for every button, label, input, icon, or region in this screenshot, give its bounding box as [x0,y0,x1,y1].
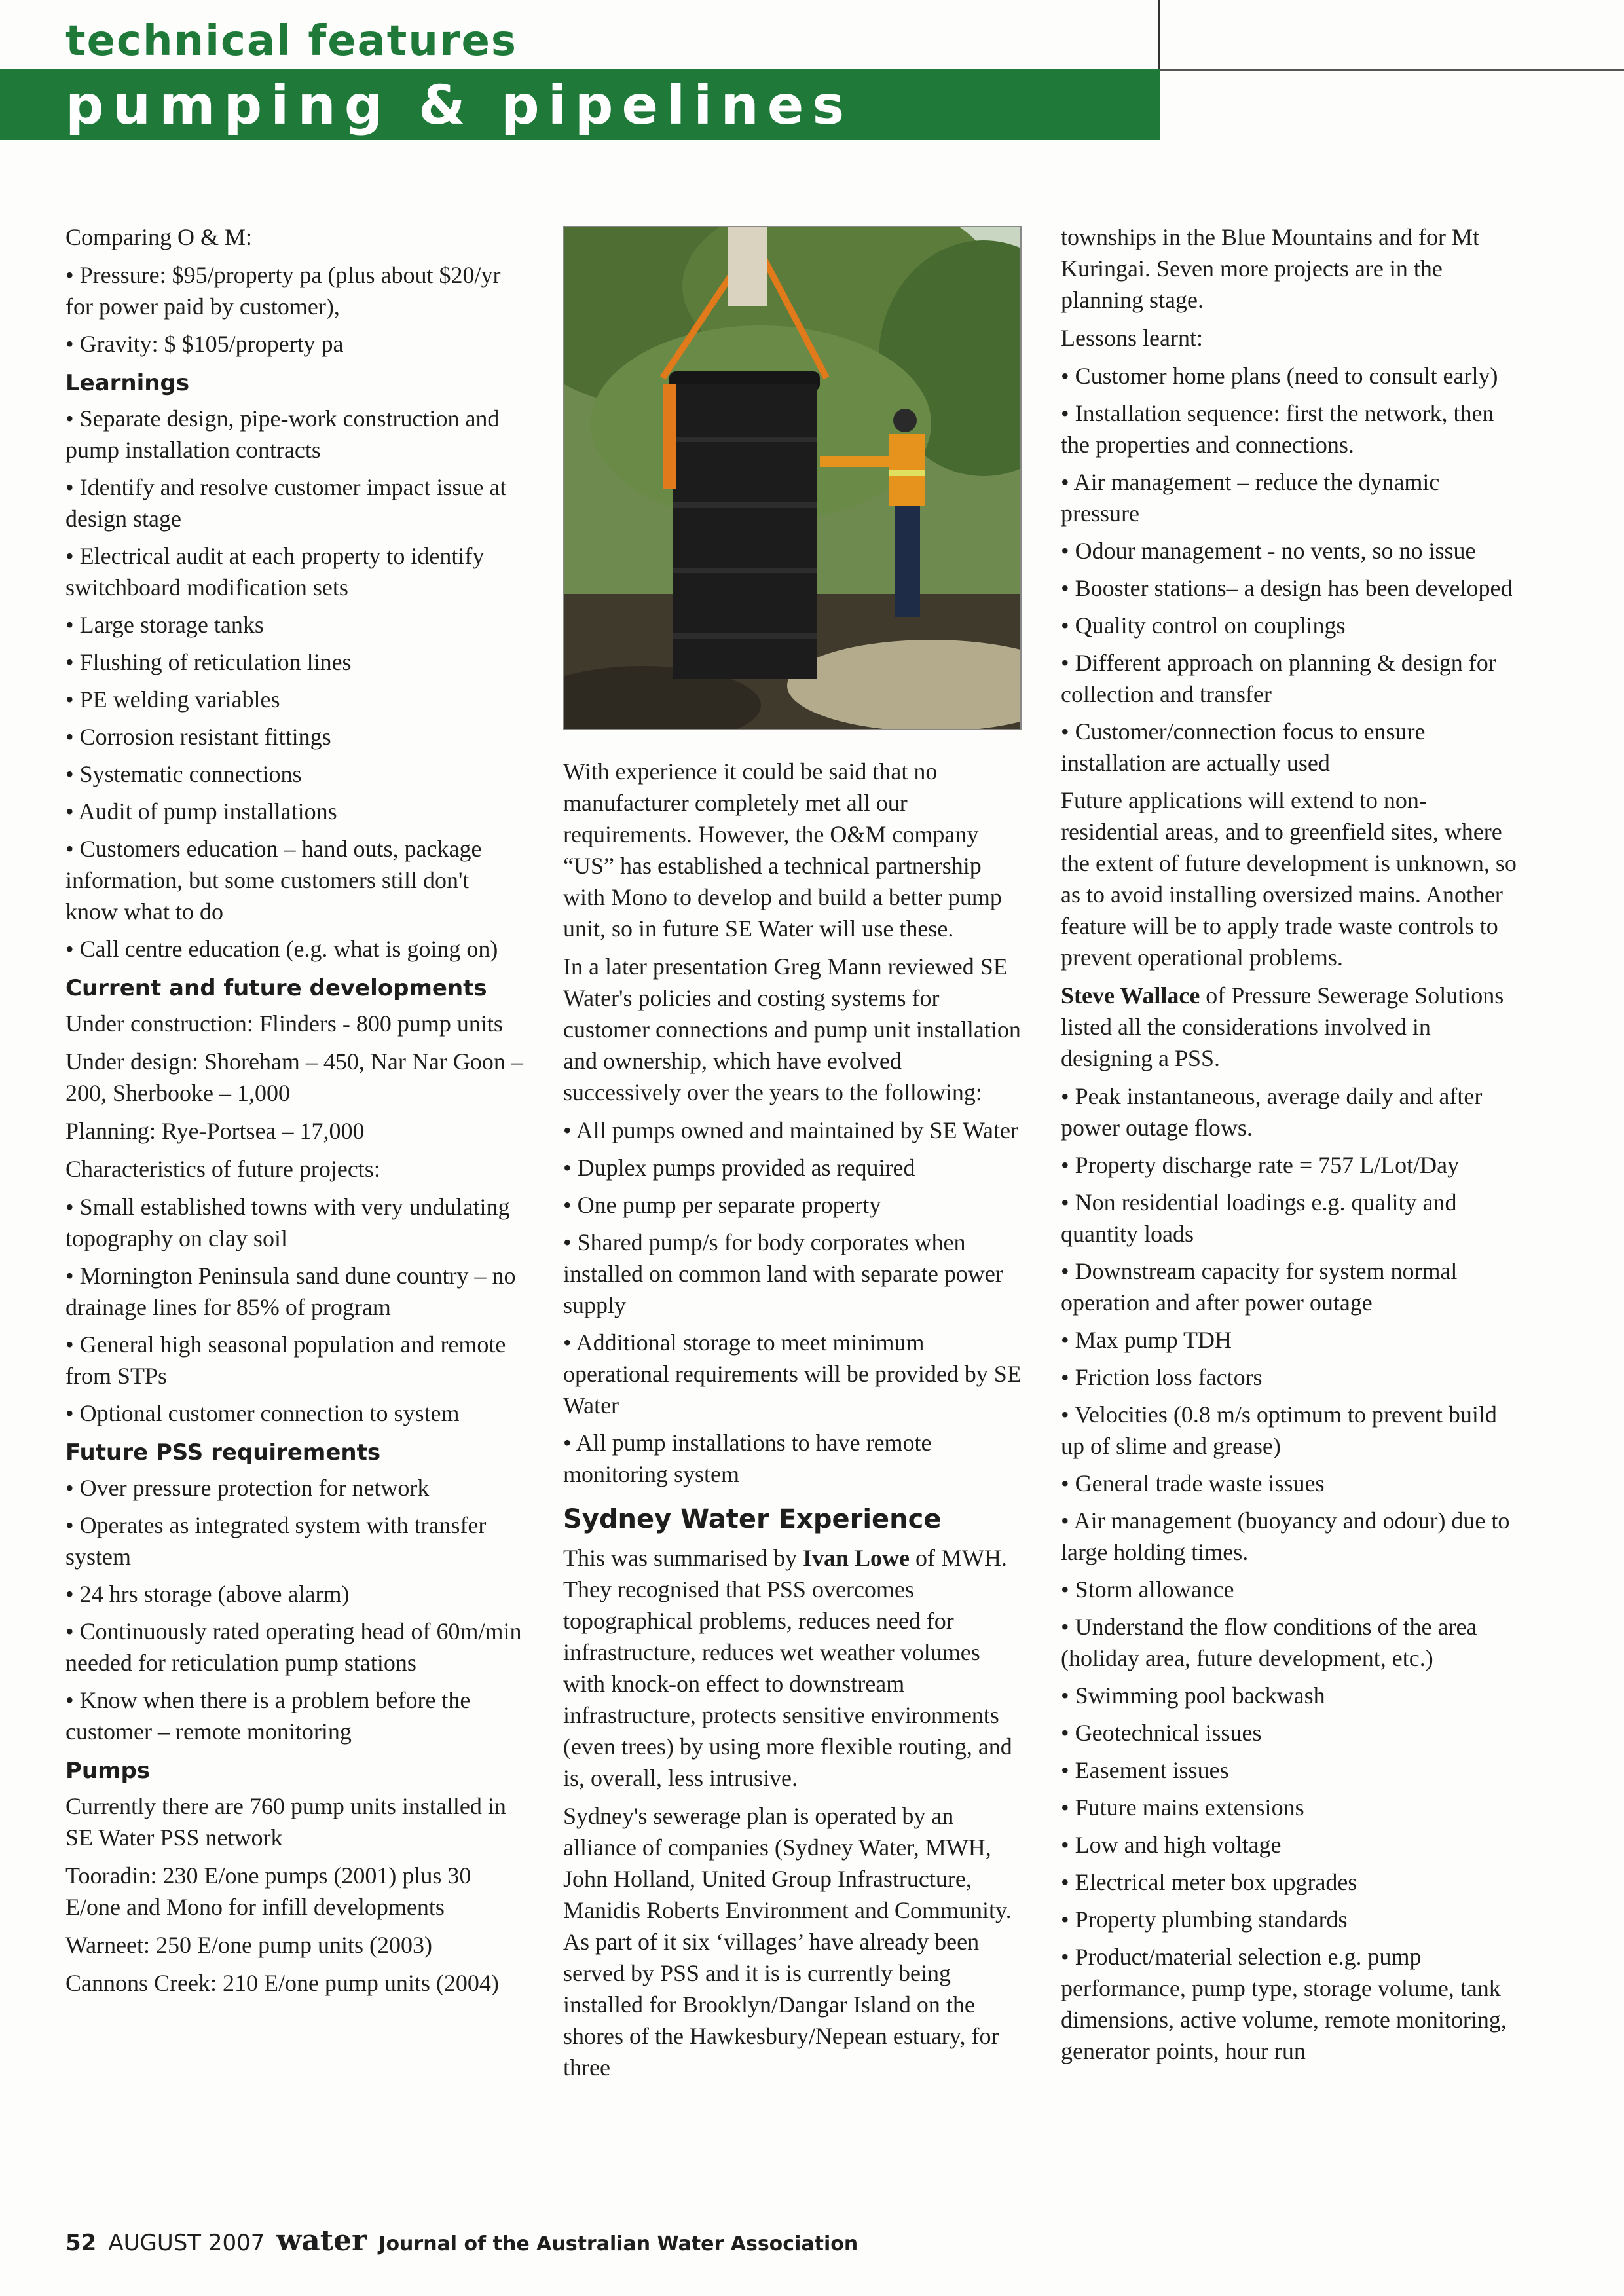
bullet-item: • Max pump TDH [1061,1324,1519,1356]
paragraph: In a later presentation Greg Mann reviewed SE Water's policies and costing systems for customer connections and pump unit installation and ownership, which have evolved successively over the years to the following: [563,954,1021,1105]
bullet-item: • PE welding variables [65,684,524,715]
section-heading: Future PSS requirements [65,1439,381,1466]
person-name: Steve Wallace [1061,982,1200,1009]
section-heading: Sydney Water Experience [563,1504,942,1534]
bullet-item: • All pumps owned and maintained by SE Water [563,1115,1022,1146]
section-heading: Learnings [65,370,190,396]
bullet-item: • Operates as integrated system with transfer system [65,1509,524,1572]
bullet-item: • Peak instantaneous, average daily and after power outage flows. [1061,1081,1519,1143]
header-rule-right [1160,69,1624,71]
bullet-item: • Swimming pool backwash [1061,1680,1519,1711]
paragraph: Lessons learnt: [1061,325,1203,351]
bullet-item: • Air management (buoyancy and odour) due to large holding times. [1061,1505,1519,1568]
bullet-item: • Large storage tanks [65,609,524,640]
bullet-item: • Understand the flow conditions of the area (holiday area, future development, etc.) [1061,1611,1519,1674]
bullet-item: • Flushing of reticulation lines [65,646,524,678]
bullet-item: • Non residential loadings e.g. quality and quantity loads [1061,1187,1519,1250]
bullet-item: • Know when there is a problem before the customer – remote monitoring [65,1684,524,1747]
column-1 [65,221,524,2005]
bullet-item: • Additional storage to meet minimum operational requirements will be provided by SE Water [563,1327,1022,1421]
bullet-item: • Call centre education (e.g. what is going on) [65,933,524,965]
bullet-item: • Customers education – hand outs, package information, but some customers still don't know what to do [65,833,524,927]
paragraph: Sydney's sewerage plan is operated by an alliance of companies (Sydney Water, MWH, John Holland, United Group Infrastructure, Manidis Roberts Environment and Community. As part of it six ‘villages’ have already been served by PSS and it is is currently being installed for Brooklyn/Dangar Island on the shores of the Hawkesbury/Nepean estuary, for three [563,1803,1012,2081]
bullet-item: • Electrical audit at each property to identify switchboard modification sets [65,540,524,603]
bullet-item: • Shared pump/s for body corporates when installed on common land with separate power supply [563,1227,1022,1321]
bullet-item: • All pump installations to have remote monitoring system [563,1427,1022,1490]
paragraph: Comparing O & M: [65,224,252,250]
bullet-item: • Future mains extensions [1061,1792,1519,1823]
bullet-item: • Different approach on planning & design for collection and transfer [1061,647,1519,710]
person-name: Ivan Lowe [802,1545,910,1571]
bullet-item: • Audit of pump installations [65,796,524,827]
bullet-item: • Over pressure protection for network [65,1472,524,1504]
bullet-item: • Identify and resolve customer impact issue at design stage [65,472,524,534]
paragraph [1061,980,1519,1074]
photo-illustration [564,227,1022,730]
paragraph: townships in the Blue Mountains and for Mt Kuringai. Seven more projects are in the planning stage. [1061,224,1479,313]
paragraph: Under design: Shoreham – 450, Nar Nar Goon – 200, Sherbooke – 1,000 [65,1048,523,1106]
paragraph [563,1542,1022,1794]
bullet-item: • 24 hrs storage (above alarm) [65,1578,524,1610]
paragraph: Cannons Creek: 210 E/one pump units (2004) [65,1970,499,1996]
bullet-item: • Installation sequence: first the network, then the properties and connections. [1061,398,1519,460]
paragraph: Planning: Rye-Portsea – 17,000 [65,1118,365,1144]
column-3 [1061,221,1519,2073]
bullet-item: • Geotechnical issues [1061,1717,1519,1749]
bullet-item: • Systematic connections [65,758,524,790]
magazine-name: water [276,2224,367,2257]
paragraph: Characteristics of future projects: [65,1156,380,1182]
bullet-item: • Low and high voltage [1061,1829,1519,1861]
issue-date: AUGUST 2007 [108,2230,265,2256]
bullet-item: • Small established towns with very undulating topography on clay soil [65,1191,524,1254]
section-heading: Pumps [65,1758,151,1784]
paragraph: Future applications will extend to non-residential areas, and to greenfield sites, where the extent of future development is unknown, so as to avoid installing oversized mains. Another feature will be to apply trade waste controls to prevent operational problems. [1061,787,1517,971]
bullet-item: • Continuously rated operating head of 60m/min needed for reticulation pump stations [65,1616,524,1678]
bullet-item: • Friction loss factors [1061,1361,1519,1393]
column-2 [563,756,1022,2090]
paragraph-text: of MWH. They recognised that PSS overcomes topographical problems, reduces need for infrastructure, reduces wet weather volumes with knock-on effect to downstream infrastructure, protects sensitive environments (even trees) by using more flexible routing, and is, overall, less intrusive. [563,1545,1012,1791]
page-footer [65,2224,858,2257]
bullet-item: • Duplex pumps provided as required [563,1152,1022,1183]
bullet-item: • Quality control on couplings [1061,610,1519,641]
section-banner [0,72,1160,140]
bullet-item: • Velocities (0.8 m/s optimum to prevent build up of slime and grease) [1061,1399,1519,1462]
bullet-item: • Property plumbing standards [1061,1904,1519,1935]
bullet-item: • Customer home plans (need to consult early) [1061,360,1519,392]
paragraph: Currently there are 760 pump units installed in SE Water PSS network [65,1793,506,1851]
bullet-item: • Customer/connection focus to ensure installation are actually used [1061,716,1519,779]
header-divider-vertical [1158,0,1160,72]
section-title: pumping & pipelines [65,75,853,137]
bullet-item: • Gravity: $ $105/property pa [65,328,524,360]
bullet-item: • Easement issues [1061,1754,1519,1786]
bullet-item: • Mornington Peninsula sand dune country – no drainage lines for 85% of program [65,1260,524,1323]
bullet-item: • Product/material selection e.g. pump performance, pump type, storage volume, tank dimensions, active volume, remote monitoring, generator points, hour run [1061,1941,1519,2067]
bullet-item: • Optional customer connection to system [65,1398,524,1429]
bullet-item: • Booster stations– a design has been developed [1061,572,1519,604]
bullet-item: • General high seasonal population and remote from STPs [65,1329,524,1392]
bullet-item: • Storm allowance [1061,1574,1519,1605]
bullet-item: • Odour management - no vents, so no issue [1061,535,1519,566]
section-heading: Current and future developments [65,975,487,1001]
paragraph: With experience it could be said that no manufacturer completely met all our requirements. However, the O&M company “US” has established a technical partnership with Mono to develop and build a better pump unit, so in future SE Water will use these. [563,758,1002,942]
paragraph-lead: This was summarised by [563,1545,803,1571]
paragraph-text: of Pressure Sewerage Solutions listed all the considerations involved in designing a PSS. [1061,982,1504,1071]
paragraph: Warneet: 250 E/one pump units (2003) [65,1932,432,1958]
paragraph: Under construction: Flinders - 800 pump units [65,1010,503,1037]
bullet-item: • Corrosion resistant fittings [65,721,524,752]
pump-installation-photo [563,226,1022,730]
bullet-item: • Downstream capacity for system normal operation and after power outage [1061,1255,1519,1318]
journal-name: Journal of the Australian Water Association [378,2232,858,2255]
bullet-item: • Property discharge rate = 757 L/Lot/Day [1061,1149,1519,1181]
bullet-item: • Separate design, pipe-work construction and pump installation contracts [65,403,524,466]
bullet-item: • One pump per separate property [563,1189,1022,1221]
page-number: 52 [65,2230,97,2256]
bullet-item: • General trade waste issues [1061,1468,1519,1499]
section-kicker: technical features [65,17,517,65]
bullet-item: • Electrical meter box upgrades [1061,1866,1519,1898]
bullet-item: • Pressure: $95/property pa (plus about $20/yr for power paid by customer), [65,259,524,322]
paragraph: Tooradin: 230 E/one pumps (2001) plus 30 E/one and Mono for infill developments [65,1862,471,1920]
bullet-item: • Air management – reduce the dynamic pressure [1061,466,1519,529]
